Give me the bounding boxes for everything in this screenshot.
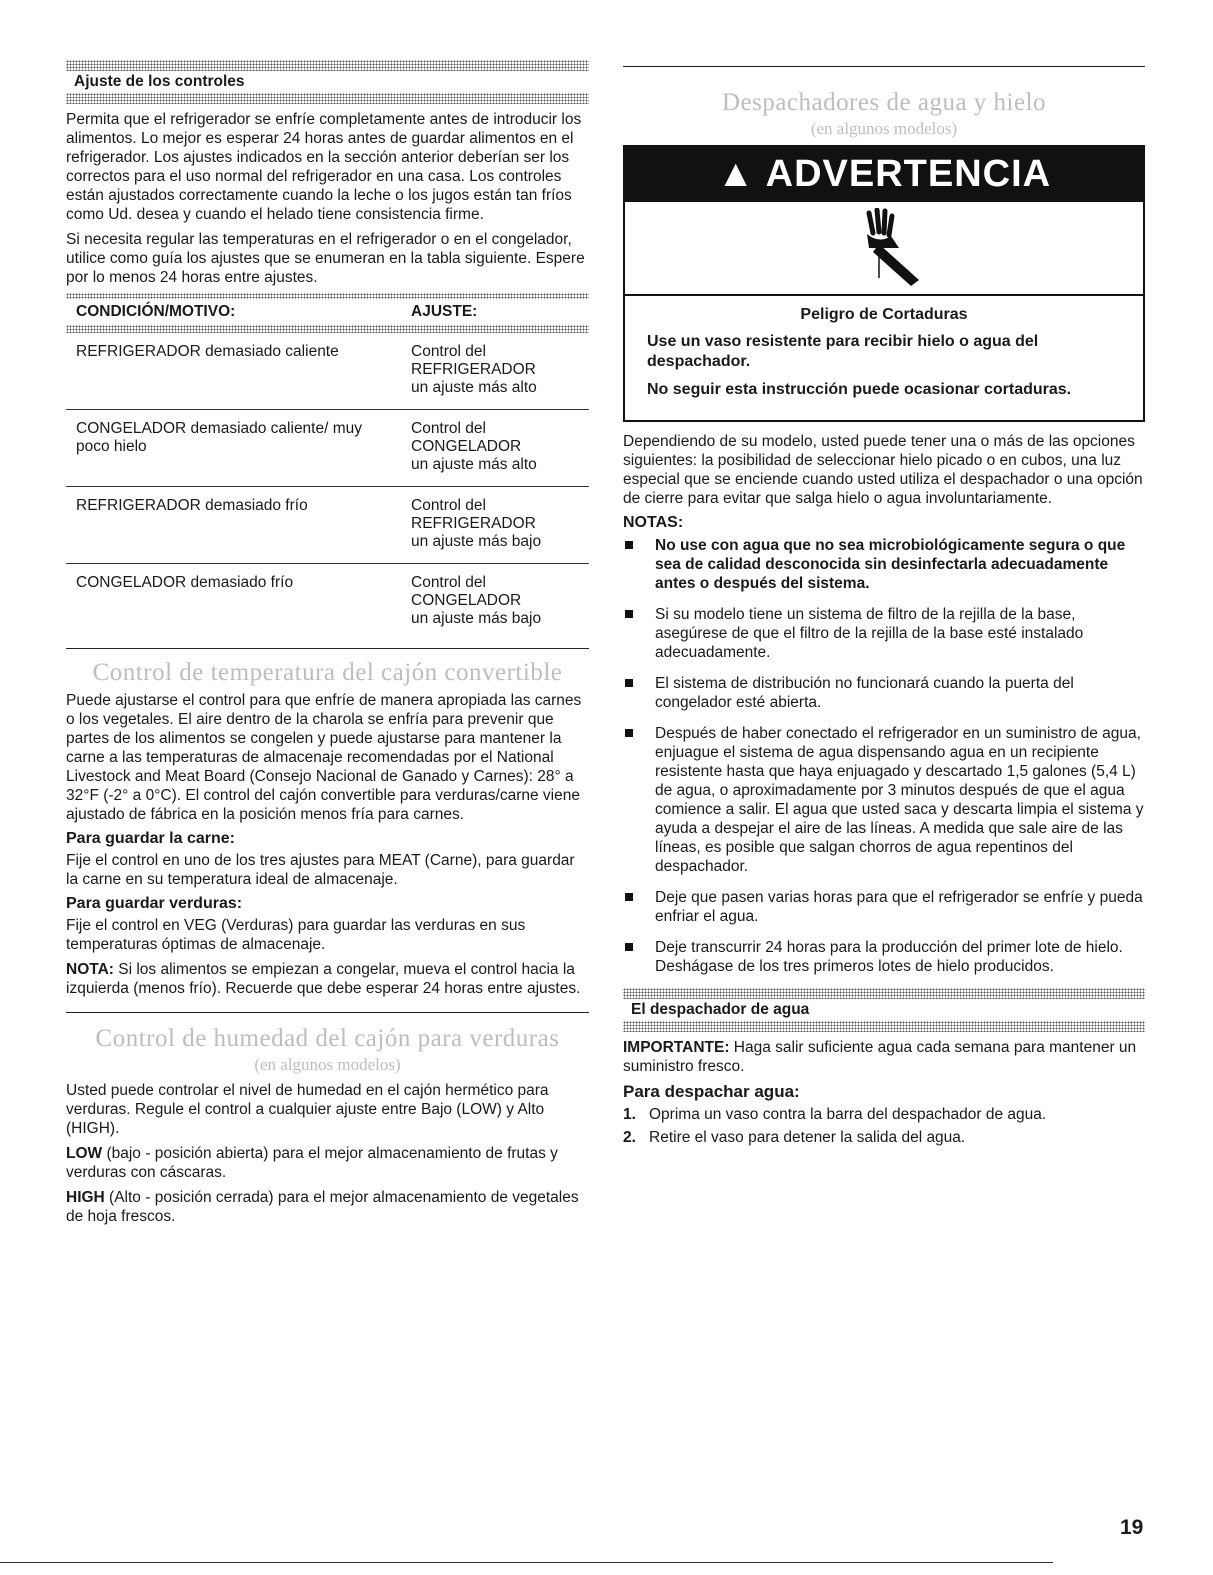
warning-banner <box>625 147 1143 202</box>
warning-line-1: Use un vaso resistente para recibir hielo o agua del despachador. <box>647 333 1039 370</box>
controls-heading: Ajuste de los controles <box>74 73 245 90</box>
table-row <box>66 410 589 487</box>
stipple-rule <box>66 60 589 71</box>
list-item: No use con agua que no sea microbiológicamente segura o que sea de calidad desconocida sin desinfectarla adecuadamente antes o después del sistema. <box>623 536 1145 593</box>
list-item: Deje transcurrir 24 horas para la producción del primer lote de hielo. Deshágase de los tres primeros lotes de hielo producidos. <box>623 938 1145 976</box>
table-cell-adjust: Control del CONGELADOR un ajuste más bajo <box>411 574 542 627</box>
section-divider <box>66 648 589 649</box>
warning-box <box>623 145 1145 422</box>
list-item: El sistema de distribución no funcionará cuando la puerta del congelador esté abierta. <box>623 674 1145 712</box>
water-dispenser-heading: El despachador de agua <box>631 1001 810 1018</box>
table-header-adjust: AJUSTE: <box>411 303 478 320</box>
table-row <box>66 564 589 641</box>
nota-paragraph: NOTA: Si los alimentos se empiezan a congelar, mueva el control hacia la izquierda (menos frío). Recuerde que debe esperar 24 horas entre ajustes. <box>66 961 581 997</box>
list-item: Si su modelo tiene un sistema de filtro de la rejilla de la base, asegúrese de que el filtro de la rejilla de la base esté instalado adecuadamente. <box>623 605 1145 662</box>
table-cell-adjust: Control del REFRIGERADOR un ajuste más bajo <box>411 487 589 564</box>
meat-paragraph: Fije el control en uno de los tres ajustes para MEAT (Carne), para guardar la carne en su temperatura ideal de almacenaje. <box>66 852 575 888</box>
dispensers-title: Despachadores de agua y hielo <box>721 89 1047 116</box>
controls-paragraph-1: Permita que el refrigerador se enfríe completamente antes de introducir los alimentos. Lo mejor es esperar 24 horas antes de guardar alimentos en el refrigerador. Los ajustes indicados en la sección anterior deberían ser los correctos para el uso normal del refrigerador en una casa. Los controles están ajustados correctamente cuando la leche o los jugos están tan fríos como Ud. desea y cuando el helado tiene consistencia firme. <box>66 111 582 223</box>
convertible-paragraph: Puede ajustarse el control para que enfríe de manera apropiada las carnes o los vegetales. El aire dentro de la charola se enfría para prevenir que partes de los alimentos se congelen y puede ajustarse para mantener la carne a las temperaturas de almacenaje recomendadas por el National Livestock and Meat Board (Consejo Nacional de Ganado y Carnes): 28° a 32°F (-2° a 0°C). El control del cajón convertible para verduras/carne viene ajustado de fábrica en la posición menos fría para carnes. <box>66 692 582 823</box>
warning-banner-text: ADVERTENCIA <box>765 153 1052 195</box>
table-cell-adjust: Control del CONGELADOR un ajuste más alto <box>411 410 589 487</box>
table-row <box>66 333 589 410</box>
table-row <box>66 487 589 564</box>
meat-heading: Para guardar la carne: <box>66 830 235 847</box>
page-number: 19 <box>1120 1516 1144 1539</box>
list-item: Después de haber conectado el refrigerador en un suministro de agua, enjuague el sistema de agua dispensando agua en un recipiente resistente hasta que haya enjuagado y descartado 1,5 galones (5,4 L) de agua, o aproximadamente por 3 minutos después de que el agua comience a salir. El agua que usted saca y descarta limpia el sistema y ayuda a despejar el aire de las líneas. A medida que sale aire de las líneas, es posible que salgan chorros de agua repentinos del despachador. <box>623 724 1145 876</box>
warning-triangle-icon: ▲ <box>716 153 756 195</box>
low-paragraph: LOW (bajo - posición abierta) para el mejor almacenamiento de frutas y verduras con cáscaras. <box>66 1145 558 1181</box>
controls-paragraph-2: Si necesita regular las temperaturas en el refrigerador o en el congelador, utilice como guía los ajustes que se enumeran en la tabla siguiente. Espere por lo menos 24 horas entre ajustes. <box>66 231 585 286</box>
bottom-rule <box>0 1562 1053 1563</box>
table-cell-condition: REFRIGERADOR demasiado frío <box>66 487 411 564</box>
left-column <box>66 60 589 1232</box>
high-paragraph: HIGH (Alto - posición cerrada) para el mejor almacenamiento de vegetales de hoja frescos. <box>66 1189 579 1225</box>
humidity-control-title: Control de humedad del cajón para verduras <box>95 1025 560 1052</box>
table-header-condition: CONDICIÓN/MOTIVO: <box>76 303 236 320</box>
vegetables-heading: Para guardar verduras: <box>66 895 243 912</box>
humidity-paragraph: Usted puede controlar el nivel de humedad en el cajón hermético para verduras. Regule el control a cualquier ajuste entre Bajo (LOW) y Alto (HIGH). <box>66 1082 549 1137</box>
adjustment-table <box>66 299 589 640</box>
vegetables-paragraph: Fije el control en VEG (Verduras) para guardar las verduras en sus temperaturas óptimas de almacenaje. <box>66 917 526 953</box>
cut-hazard-icon <box>839 208 929 288</box>
right-column <box>623 60 1145 1151</box>
notas-heading: NOTAS: <box>623 514 684 531</box>
humidity-subtitle: (en algunos modelos) <box>254 1055 401 1074</box>
table-cell-condition: CONGELADOR demasiado caliente/ muy poco hielo <box>66 410 411 487</box>
list-item: Deje que pasen varias horas para que el refrigerador se enfríe y pueda enfriar el agua. <box>623 888 1145 926</box>
dispense-water-heading: Para despachar agua: <box>623 1082 800 1101</box>
steps-list <box>623 1105 1145 1147</box>
stipple-rule <box>66 325 589 333</box>
important-paragraph: IMPORTANTE: Haga salir suficiente agua cada semana para mantener un suministro fresco. <box>623 1039 1137 1075</box>
list-item: 2. Retire el vaso para detener la salida del agua. <box>623 1129 966 1146</box>
stipple-rule <box>623 1021 1145 1032</box>
list-item: 1. Oprima un vaso contra la barra del despachador de agua. <box>623 1106 1047 1123</box>
section-divider <box>623 66 1145 67</box>
table-cell-adjust: Control del REFRIGERADOR un ajuste más alto <box>411 333 589 410</box>
warning-icon-area <box>625 202 1143 296</box>
section-divider <box>66 1012 589 1013</box>
convertible-drawer-title: Control de temperatura del cajón convertible <box>92 659 563 686</box>
dispensers-subtitle: (en algunos modelos) <box>810 119 958 138</box>
warning-line-2: No seguir esta instrucción puede ocasionar cortaduras. <box>647 381 1072 398</box>
notes-list <box>623 536 1145 976</box>
table-cell-condition: CONGELADOR demasiado frío <box>76 574 294 591</box>
stipple-rule <box>66 93 589 104</box>
dispenser-intro: Dependiendo de su modelo, usted puede tener una o más de las opciones siguientes: la posibilidad de seleccionar hielo picado o en cubos, una luz especial que se enciende cuando usted utiliza el despachador o una opción de cierre para evitar que salga hielo o agua involuntariamente. <box>623 433 1143 507</box>
stipple-rule <box>623 988 1145 999</box>
hazard-title: Peligro de Cortaduras <box>800 306 968 323</box>
table-cell-condition: REFRIGERADOR demasiado caliente <box>66 333 411 410</box>
warning-text <box>625 296 1143 420</box>
